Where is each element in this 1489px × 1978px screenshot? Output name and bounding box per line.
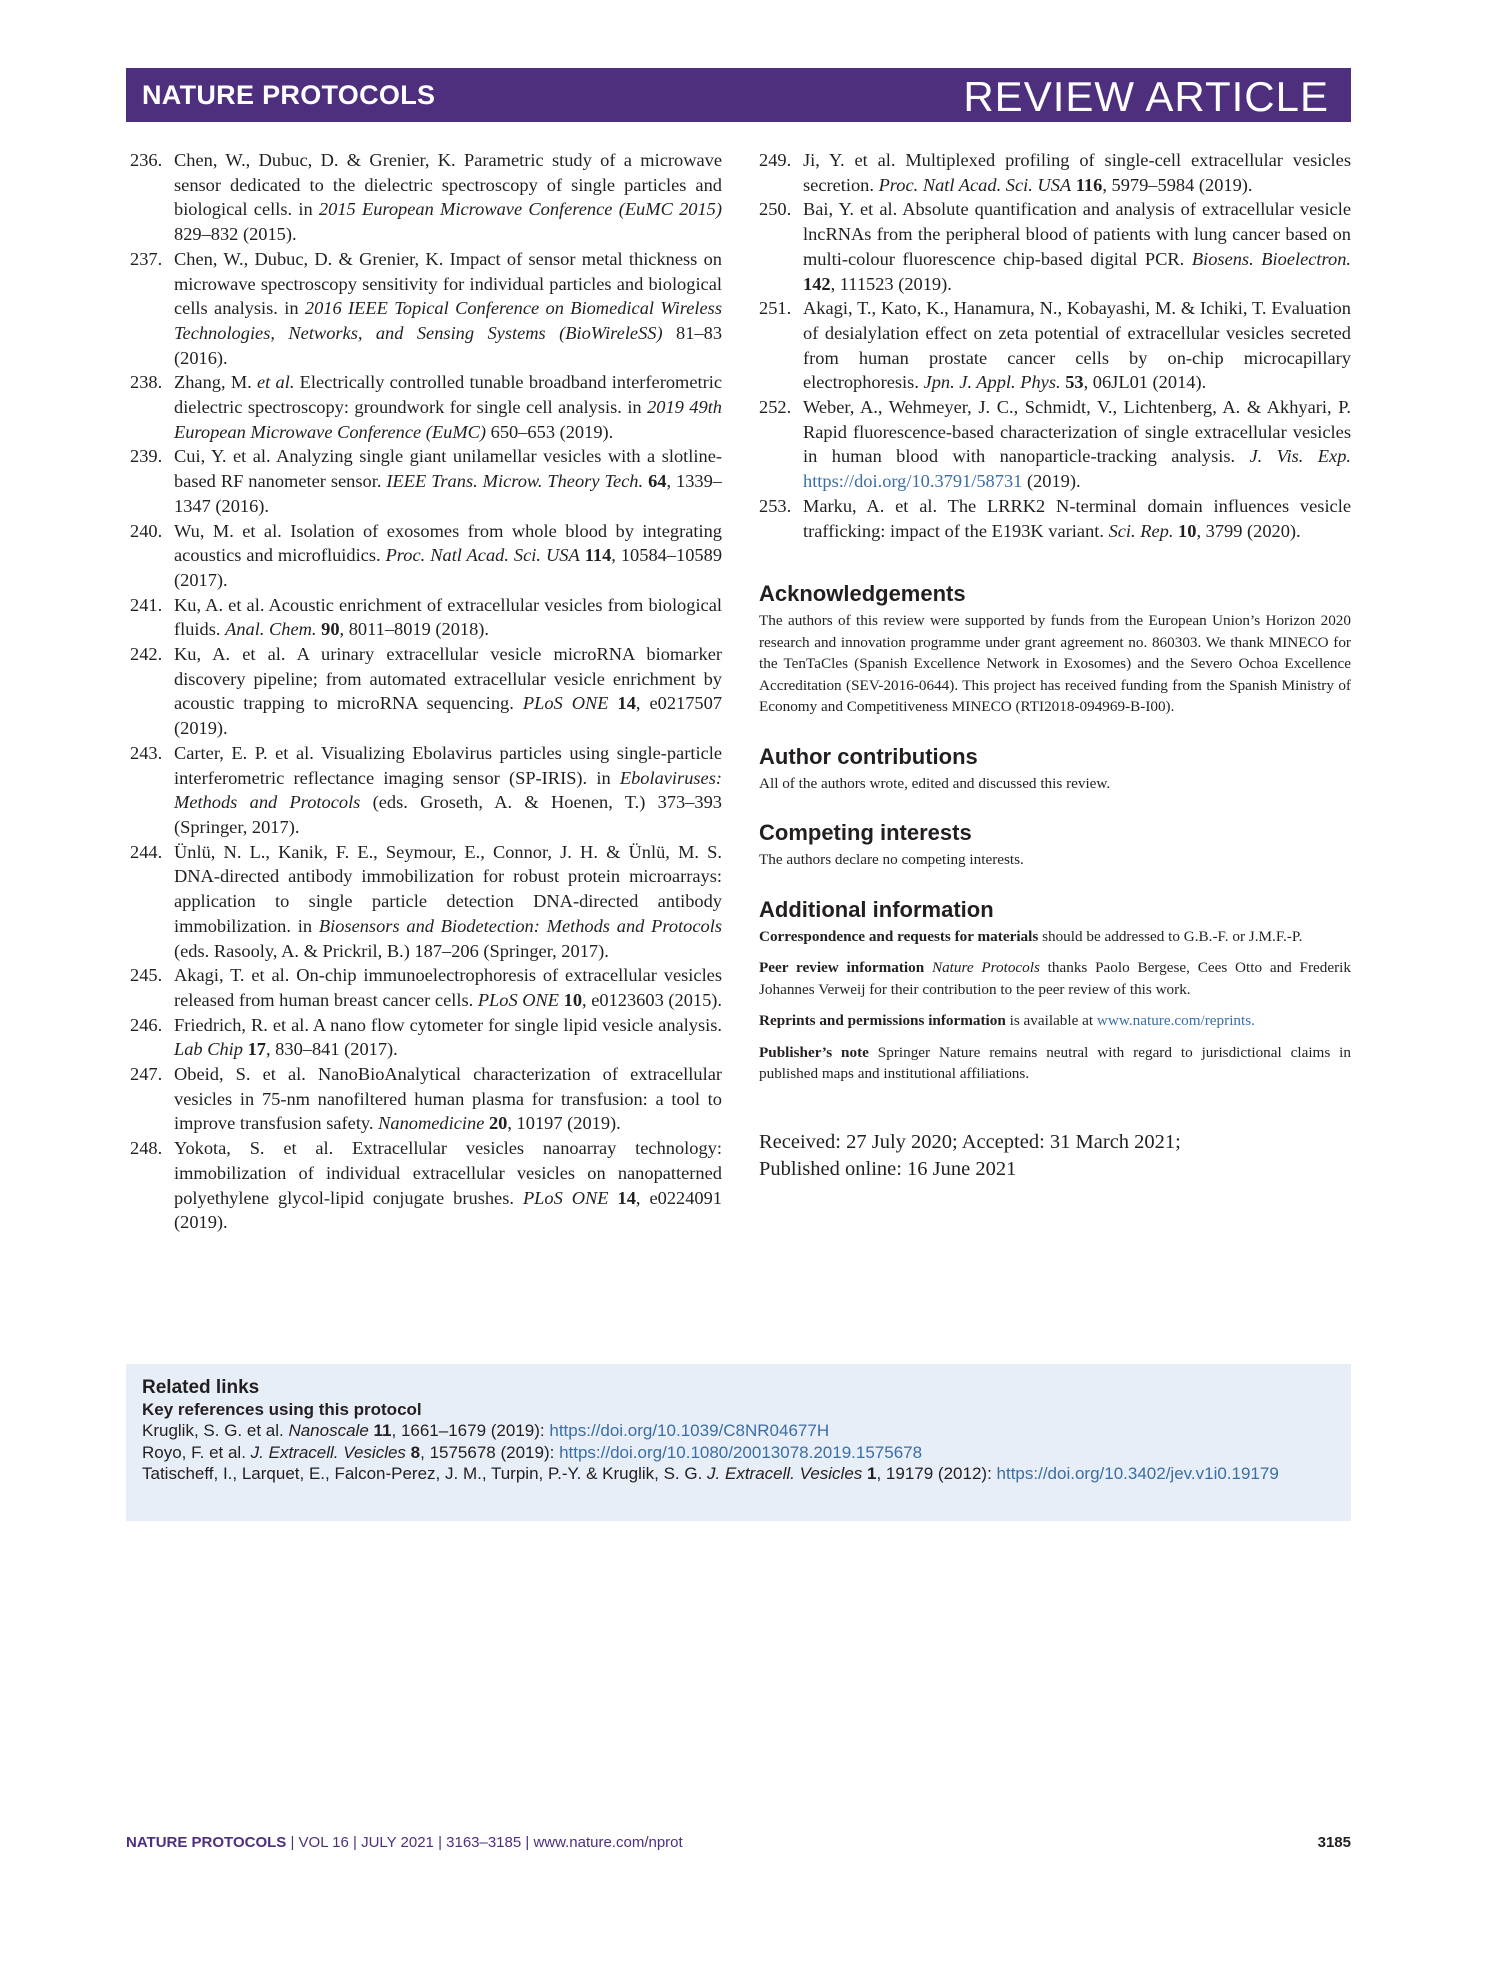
citation-volume: 1 [867, 1464, 877, 1484]
citation-text: 650–653 (2019). [486, 421, 614, 442]
reference-number: 239. [130, 446, 163, 467]
related-links-title: Related links [142, 1377, 260, 1398]
additional-information-heading: Additional information [759, 896, 994, 922]
reference-number: 253. [759, 495, 792, 516]
citation-text: Obeid, S. et al. NanoBioAnalytical characterization of extracellular vesicles in 75-nm nanofiltered human plasma for transfusion: a tool to improve transfusion safety. [174, 1064, 722, 1134]
received-accepted-dates: Received: 27 July 2020; Accepted: 31 March 2021; [759, 1130, 1181, 1153]
reference-number: 237. [130, 248, 163, 269]
citation-text: Ji, Y. et al. Multiplexed profiling of single-cell extracellular vesicles secretion. [803, 150, 1351, 195]
reference-item [130, 1062, 722, 1136]
citation-volume: 14 [617, 693, 636, 714]
correspondence-text: should be addressed to G.B.-F. or J.M.F.-P. [1038, 927, 1303, 945]
reference-number: 248. [130, 1138, 163, 1159]
citation-volume: 53 [1065, 372, 1084, 393]
reference-item [759, 494, 1351, 543]
citation-text: 81–83 (2016). [174, 322, 723, 368]
citation-text: Cui, Y. et al. Analyzing single giant unilamellar vesicles with a slotline-based RF nanometer sensor. [174, 446, 722, 492]
citation-volume: 10 [563, 989, 583, 1010]
journal-title: NATURE PROTOCOLS [142, 80, 436, 110]
reference-item [130, 642, 722, 741]
reference-number: 251. [759, 298, 792, 319]
reference-number: 240. [130, 520, 163, 541]
citation-text: , 1339–1347 (2016). [174, 471, 723, 516]
reference-item [130, 593, 722, 642]
citation-text: Akagi, T. et al. On-chip immunoelectrophoresis of extracellular vesicles released from human breast cancer cells. [174, 965, 722, 1010]
acknowledgements-heading: Acknowledgements [759, 581, 966, 607]
article-type: REVIEW ARTICLE [963, 73, 1329, 120]
competing-interests-heading: Competing interests [759, 820, 972, 846]
citation-italic: J. Extracell. Vesicles [250, 1442, 406, 1462]
citation-text: Electrically controlled tunable broadband interferometric dielectric spectroscopy: groundwork for single cell analysis. in [174, 372, 722, 418]
reference-number: 242. [130, 644, 163, 665]
citation-text: , e0217507 (2019). [174, 693, 723, 739]
reference-item [130, 963, 722, 1012]
citation-italic: Lab Chip [174, 1039, 243, 1060]
citation-text: Friedrich, R. et al. A nano flow cytometer for single lipid vesicle analysis. [174, 1014, 722, 1035]
reference-item [759, 395, 1351, 494]
reference-item [759, 148, 1351, 197]
footer-journal: NATURE PROTOCOLS [126, 1834, 287, 1851]
right-column [759, 148, 1351, 1183]
citation-text: Ku, A. et al. A urinary extracellular vesicle microRNA biomarker discovery pipeline; from automated extracellular vesicle enrichment by acoustic trapping to microRNA sequencing. [174, 644, 722, 714]
citation-italic: 2019 49th European Microwave Conference (EuMC) [174, 397, 723, 442]
publisher-note-text: Springer Nature remains neutral with regard to jurisdictional claims in published maps and institutional affiliations. [759, 1043, 1351, 1083]
reference-item [130, 1013, 722, 1062]
doi-link[interactable]: https://doi.org/10.1039/C8NR04677H [549, 1421, 830, 1441]
citation-italic: Anal. Chem. [225, 619, 317, 640]
reference-number: 238. [130, 372, 163, 393]
citation-text: Royo, F. et al. [142, 1442, 251, 1462]
citation-volume: 116 [1075, 174, 1103, 195]
peer-review-label: Peer review information [759, 959, 925, 977]
citation-italic: PLoS ONE [522, 1187, 609, 1208]
citation-italic: Proc. Natl Acad. Sci. USA [385, 545, 580, 566]
citation-text: Chen, W., Dubuc, D. & Grenier, K. Impact of sensor metal thickness on microwave spectroscopy sensitivity for individual particles and biological cells analysis. in [174, 248, 722, 319]
citation-volume: 142 [803, 273, 831, 294]
citation-text: Bai, Y. et al. Absolute quantification and analysis of extracellular vesicle lncRNAs from the peripheral blood of patients with lung cancer based on multi-colour fluorescence chip-based digital PCR. [803, 199, 1351, 269]
citation-text [609, 693, 618, 713]
citation-volume: 17 [247, 1039, 266, 1060]
acknowledgements-section [759, 581, 1351, 718]
citation-italic: J. Vis. Exp. [1249, 446, 1351, 467]
citation-text: (eds. Groseth, A. & Hoenen, T.) 373–393 (Springer, 2017). [174, 792, 723, 837]
peer-review-journal: Nature Protocols [924, 959, 1040, 977]
related-links-list [142, 1420, 1335, 1484]
published-online-date: Published online: 16 June 2021 [759, 1157, 1017, 1180]
footer-meta: | VOL 16 | JULY 2021 | 3163–3185 | www.nature.com/nprot [286, 1834, 683, 1851]
citation-italic: Ebolaviruses: Methods and Protocols [174, 767, 722, 813]
additional-information-section [759, 897, 1351, 1085]
citation-italic: PLoS ONE [522, 693, 609, 714]
citation-text: Tatischeff, I., Larquet, E., Falcon-Perez, J. M., Turpin, P.-Y. & Kruglik, S. G. [142, 1464, 708, 1484]
citation-text: (2019). [1022, 471, 1081, 492]
reference-item [130, 148, 722, 247]
author-contributions-heading: Author contributions [759, 743, 978, 769]
citation-text [609, 1188, 618, 1208]
citation-text: , 3799 (2020). [1196, 520, 1301, 541]
reference-item [130, 247, 722, 371]
reference-number: 250. [759, 199, 792, 220]
citation-text: Wu, M. et al. Isolation of exosomes from whole blood by integrating acoustics and microfluidics. [174, 520, 722, 566]
reference-item [130, 444, 722, 518]
reference-column-left [130, 148, 722, 1235]
reference-number: 245. [130, 965, 163, 986]
citation-text: Marku, A. et al. The LRRK2 N-terminal domain influences vesicle trafficking: impact of the E193K variant. [803, 495, 1351, 541]
reprints-text: is available at [1005, 1012, 1097, 1030]
citation-text: (eds. Rasooly, A. & Prickril, B.) 187–206 (Springer, 2017). [174, 940, 609, 961]
citation-volume: 20 [488, 1113, 508, 1134]
reference-item [759, 296, 1351, 395]
related-link-item [142, 1463, 1335, 1484]
citation-volume: 114 [584, 545, 612, 566]
doi-link[interactable]: https://doi.org/10.1080/20013078.2019.1575678 [559, 1442, 923, 1462]
citation-text: , 830–841 (2017). [265, 1039, 398, 1060]
citation-text: Zhang, M. [174, 372, 258, 393]
citation-italic: et al. [257, 372, 295, 393]
citation-text: , 1661–1679 (2019): [391, 1421, 550, 1441]
citation-italic: IEEE Trans. Microw. Theory Tech. [386, 471, 644, 492]
author-contributions-text: All of the authors wrote, edited and discussed this review. [759, 774, 1111, 792]
citation-text: , e0224091 (2019). [174, 1187, 722, 1233]
reference-item [130, 370, 722, 444]
reference-number: 246. [130, 1014, 163, 1035]
citation-italic: Proc. Natl Acad. Sci. USA [878, 174, 1072, 195]
citation-italic: 2016 IEEE Topical Conference on Biomedical Wireless Technologies, Networks, and Sensing Systems (BioWireleSS) [174, 298, 722, 343]
citation-volume: 90 [321, 619, 340, 640]
publisher-note-info [759, 1042, 1351, 1085]
peer-review-text: thanks Paolo Bergese, Cees Otto and Frederik Johannes Verweij for their contribution to the peer review of this work. [759, 959, 1351, 998]
citation-text: , 19179 (2012): [876, 1464, 997, 1484]
citation-italic: J. Extracell. Vesicles [707, 1464, 863, 1484]
reference-item [759, 197, 1351, 296]
citation-text: Carter, E. P. et al. Visualizing Ebolavirus particles using single-particle interferometric reflectance imaging sensor (SP-IRIS). in [174, 742, 722, 788]
citation-italic: Nanomedicine [378, 1113, 485, 1134]
reference-number: 247. [130, 1064, 163, 1085]
related-links-box [126, 1364, 1351, 1521]
doi-link[interactable]: https://doi.org/10.3791/58731 [803, 471, 1023, 492]
citation-text: 829–832 (2015). [174, 224, 297, 245]
reference-number: 252. [759, 397, 792, 418]
reference-number: 249. [759, 150, 792, 170]
reference-item [130, 741, 722, 840]
reprints-info [759, 1010, 1351, 1032]
citation-italic: Jpn. J. Appl. Phys. [923, 372, 1061, 393]
citation-text: Ünlü, N. L., Kanik, F. E., Seymour, E., Connor, J. H. & Ünlü, M. S. DNA-directed antibody immobilization for robust protein microarrays: application to single particle detection DNA-directed antibody immobilization. in [174, 841, 722, 936]
citation-italic: Sci. Rep. [1108, 520, 1174, 541]
reference-item [130, 519, 722, 593]
citation-italic: PLoS ONE [477, 989, 560, 1010]
citation-volume: 64 [648, 471, 667, 492]
citation-text: Kruglik, S. G. et al. [142, 1421, 289, 1441]
reference-item [130, 840, 722, 964]
competing-interests-section [759, 820, 1351, 871]
reprints-link[interactable]: www.nature.com/reprints. [1096, 1012, 1255, 1030]
reference-column-right [759, 148, 1351, 543]
citation-text: , 10584–10589 (2017). [174, 545, 723, 590]
citation-italic: 2015 European Microwave Conference (EuMC 2015) [318, 199, 722, 220]
citation-text: Yokota, S. et al. Extracellular vesicles nanoarray technology: immobilization of individual extracellular vesicles on nanopatterned polyethylene glycol-lipid conjugate brushes. [174, 1138, 722, 1208]
reference-number: 243. [130, 742, 163, 763]
citation-text: Chen, W., Dubuc, D. & Grenier, K. Parametric study of a microwave sensor dedicated to the dielectric spectroscopy of single particles and biological cells. in [174, 150, 722, 220]
citation-text: , e0123603 (2015). [582, 989, 722, 1010]
citation-text: , 111523 (2019). [830, 273, 952, 294]
reference-number: 244. [130, 841, 163, 862]
citation-text: , 10197 (2019). [507, 1113, 621, 1134]
acknowledgements-text: The authors of this review were supported by funds from the European Union’s Horizon 2020 research and innovation programme under grant agreement no. 860303. We thank MINECO for the TenTaCles (Spanish Excellence Network in Exosomes) and the Severo Ochoa Excellence Accreditation (SEV-2016-0644). This project has received funding from the Spanish Ministry of Economy and Competitiveness MINECO (RTI2018-094969-B-I00). [759, 612, 1351, 716]
related-link-item [142, 1442, 1335, 1463]
citation-text: Weber, A., Wehmeyer, J. C., Schmidt, V., Lichtenberg, A. & Akhyari, P. Rapid fluorescence-based characterization of single extracellular vesicles in human blood with nanoparticle-tracking analysis. [803, 397, 1351, 467]
citation-text: , 5979–5984 (2019). [1102, 174, 1253, 195]
publisher-note-label: Publisher’s note [759, 1043, 869, 1061]
doi-link[interactable]: https://doi.org/10.3402/jev.v1i0.19179 [996, 1464, 1279, 1484]
citation-text: , 8011–8019 (2018). [339, 619, 490, 640]
citation-italic: Nanoscale [288, 1421, 369, 1441]
header-banner [126, 68, 1351, 122]
citation-volume: 11 [373, 1421, 392, 1441]
reprints-label: Reprints and permissions information [759, 1012, 1006, 1030]
citation-text: Akagi, T., Kato, K., Hanamura, N., Kobayashi, M. & Ichiki, T. Evaluation of desialylation effect on zeta potential of extracellular vesicles secreted from human prostate cancer cells by on-chip microcapillary electrophoresis. [803, 298, 1351, 393]
peer-review-info [759, 957, 1351, 1000]
citation-volume: 8 [410, 1442, 421, 1462]
correspondence-info [759, 926, 1351, 948]
competing-interests-text: The authors declare no competing interests. [759, 851, 1024, 869]
citation-volume: 14 [617, 1187, 636, 1208]
citation-text: Ku, A. et al. Acoustic enrichment of extracellular vesicles from biological fluids. [174, 594, 722, 640]
citation-volume: 10 [1178, 520, 1197, 541]
reference-item [130, 1136, 722, 1235]
correspondence-label: Correspondence and requests for materials [759, 927, 1039, 945]
reference-number: 241. [130, 594, 163, 615]
related-links-subtitle: Key references using this protocol [142, 1400, 422, 1419]
related-link-item [142, 1420, 1335, 1441]
citation-italic: Biosensors and Biodetection: Methods and Protocols [318, 915, 722, 936]
citation-italic: Biosens. Bioelectron. [1191, 248, 1351, 269]
author-contributions-section [759, 744, 1351, 795]
page-footer [126, 1834, 1351, 1851]
page-number: 3185 [1317, 1834, 1351, 1851]
citation-text: , 06JL01 (2014). [1083, 372, 1207, 393]
citation-text: , 1575678 (2019): [420, 1442, 560, 1462]
reference-number: 236. [130, 150, 163, 170]
publication-dates [759, 1129, 1351, 1183]
